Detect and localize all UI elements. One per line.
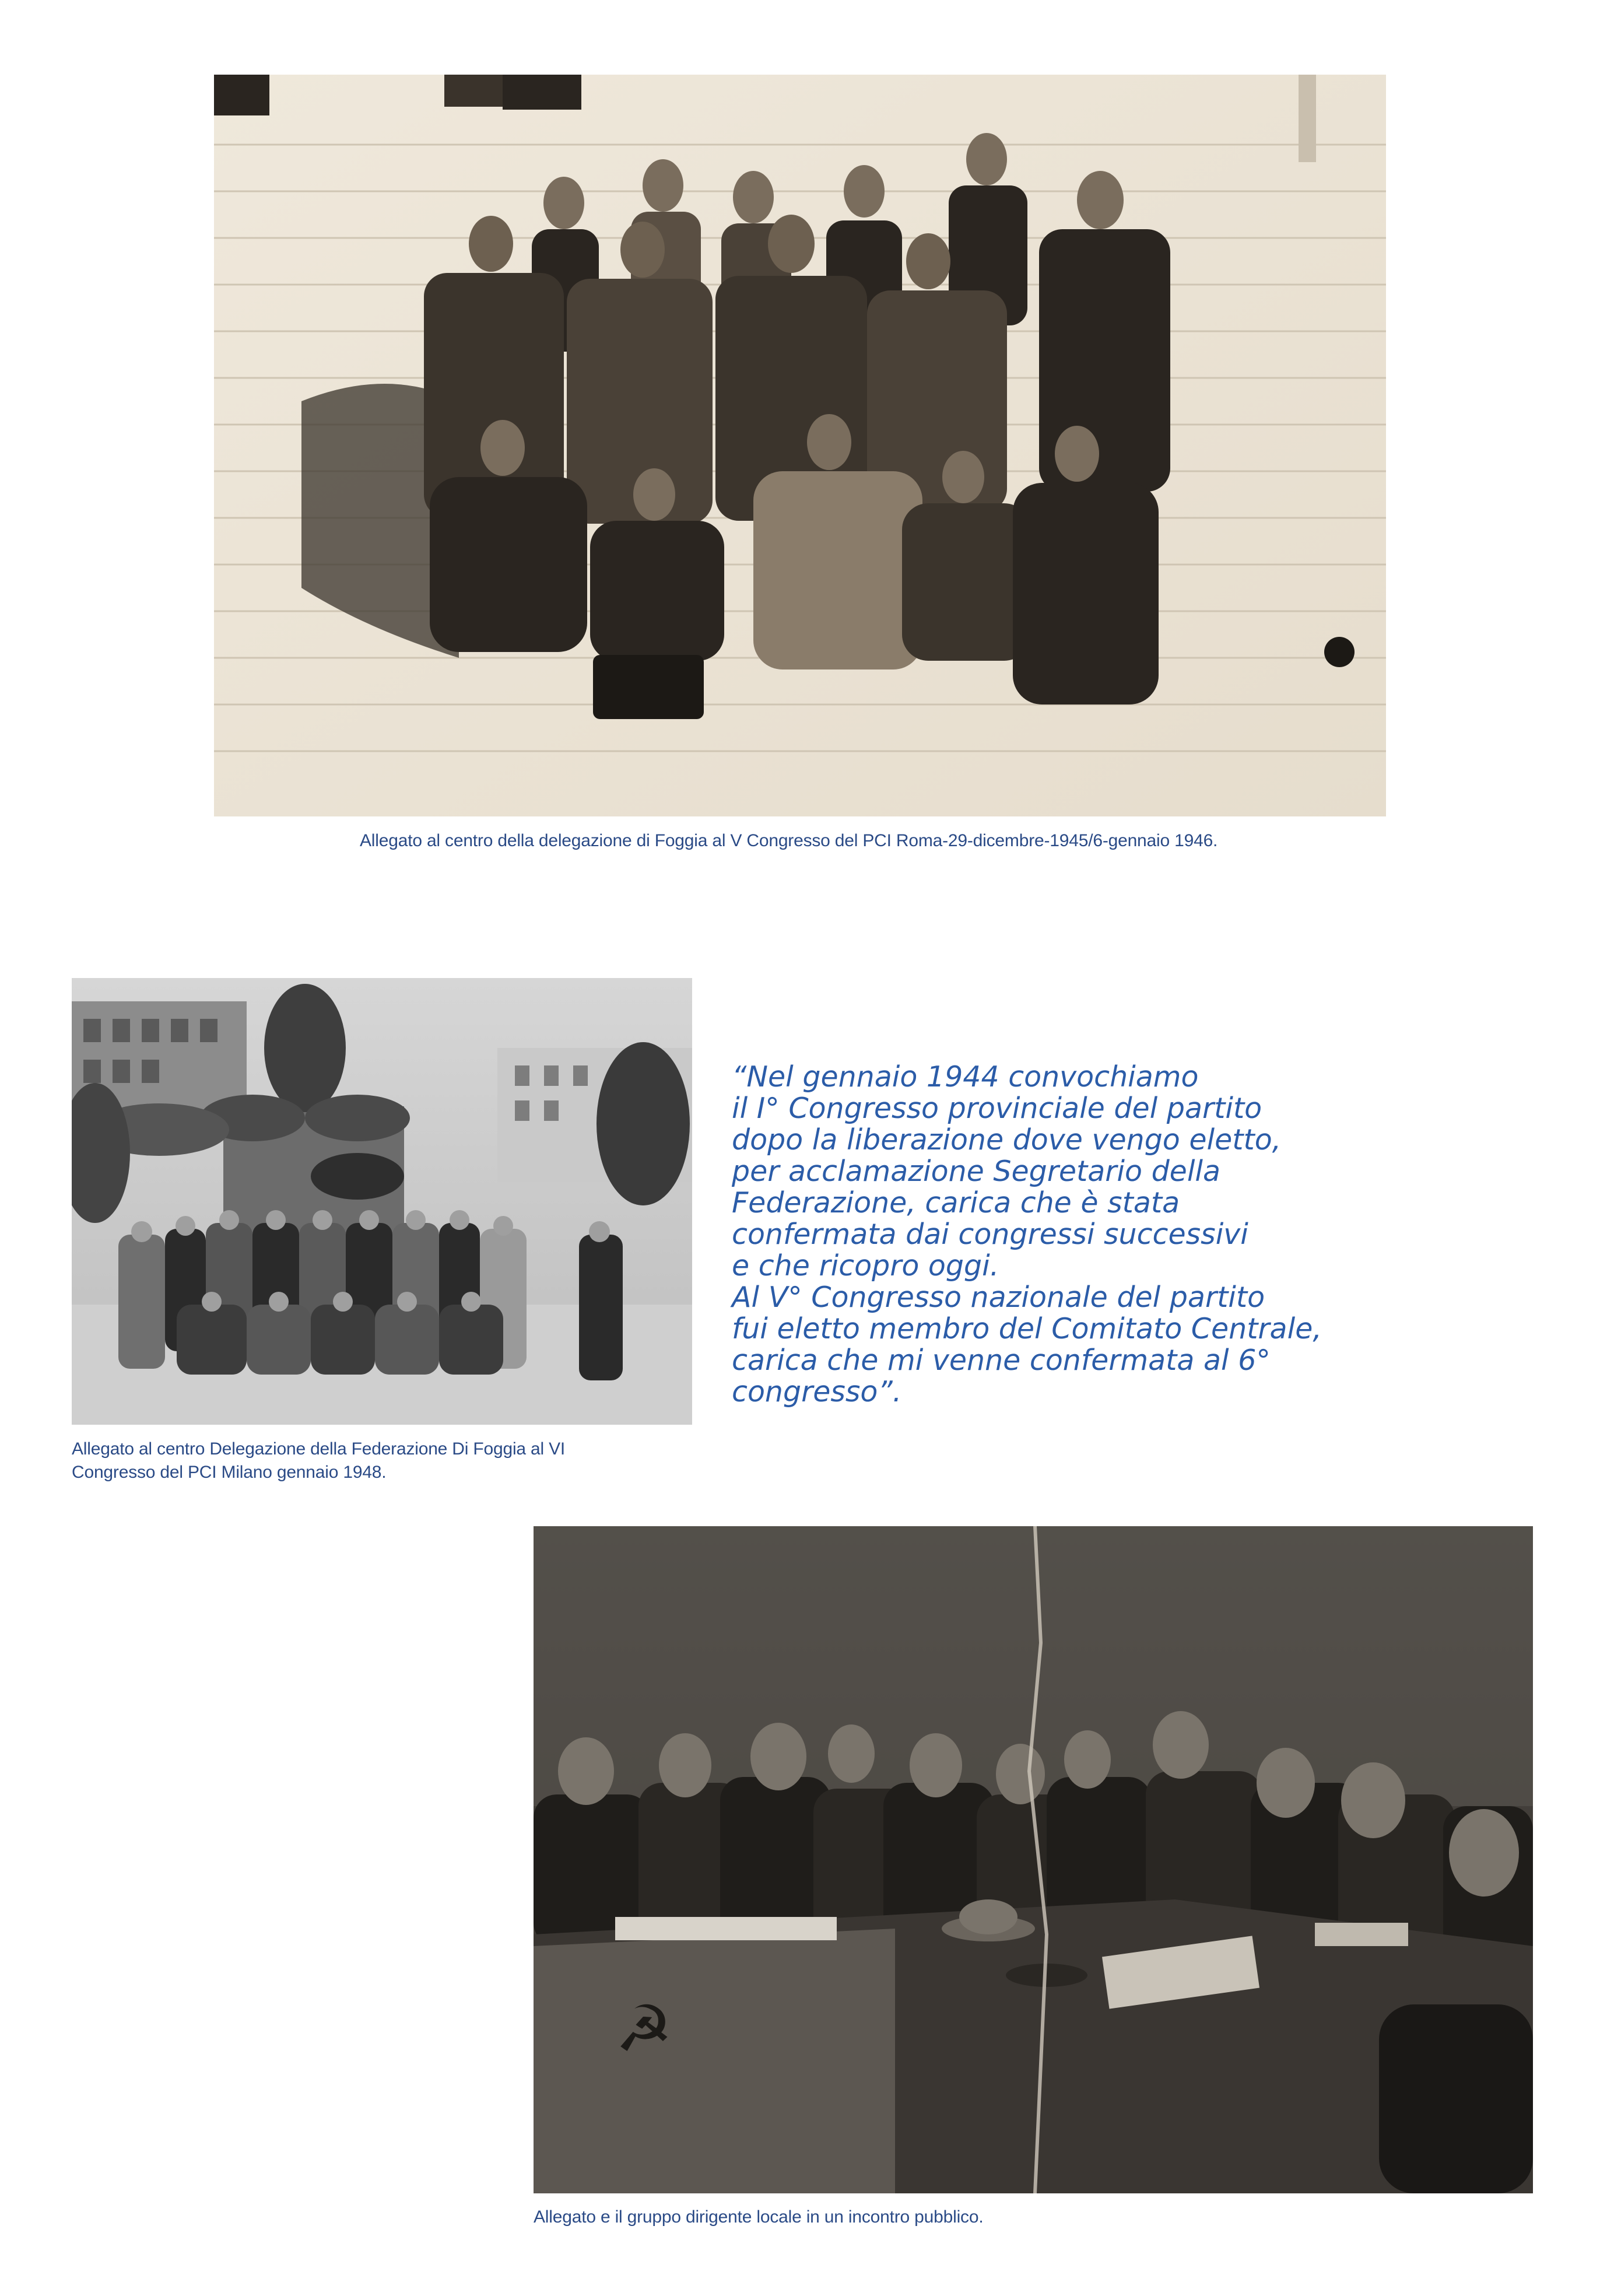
quote-block xyxy=(732,1061,1420,1408)
photo-delegation-rome xyxy=(214,75,1386,816)
photo-delegation-rome-image xyxy=(214,75,1386,816)
photo-delegation-milan-caption-line-2: Congresso del PCI Milano gennaio 1948. xyxy=(72,1463,387,1482)
photo-delegation-rome-caption: Allegato al centro della delegazione di Foggia al V Congresso del PCI Roma-29-dicembre-1945/6-gennaio 1946. xyxy=(360,831,1218,850)
quote-line-5: Federazione, carica che è stata xyxy=(732,1186,1180,1219)
svg-text:☭: ☭ xyxy=(615,1992,673,2066)
photo-public-meeting xyxy=(534,1526,1533,2193)
quote-line-11: congresso”. xyxy=(732,1375,902,1408)
photo-public-meeting-image xyxy=(534,1526,1533,2193)
quote-line-8: Al V° Congresso nazionale del partito xyxy=(732,1281,1265,1314)
photo-delegation-milan-caption xyxy=(72,1438,713,1484)
photo-delegation-milan-image xyxy=(72,978,692,1425)
quote-line-7: e che ricopro oggi. xyxy=(732,1249,999,1282)
quote-line-3: dopo la liberazione dove vengo eletto, xyxy=(732,1123,1282,1156)
photo-delegation-milan xyxy=(72,978,692,1425)
quote-line-9: fui eletto membro del Comitato Centrale, xyxy=(732,1312,1322,1345)
quote-line-4: per acclamazione Segretario della xyxy=(732,1155,1221,1188)
quote-line-1: “Nel gennaio 1944 convochiamo xyxy=(732,1060,1199,1093)
photo-public-meeting-caption: Allegato e il gruppo dirigente locale in un incontro pubblico. xyxy=(534,2207,984,2227)
quote-line-10: carica che mi venne confermata al 6° xyxy=(732,1344,1271,1377)
quote-line-6: confermata dai congressi successivi xyxy=(732,1218,1248,1251)
photo-delegation-milan-caption-line-1: Allegato al centro Delegazione della Federazione Di Foggia al VI xyxy=(72,1439,566,1459)
quote-line-2: il I° Congresso provinciale del partito xyxy=(732,1092,1262,1125)
